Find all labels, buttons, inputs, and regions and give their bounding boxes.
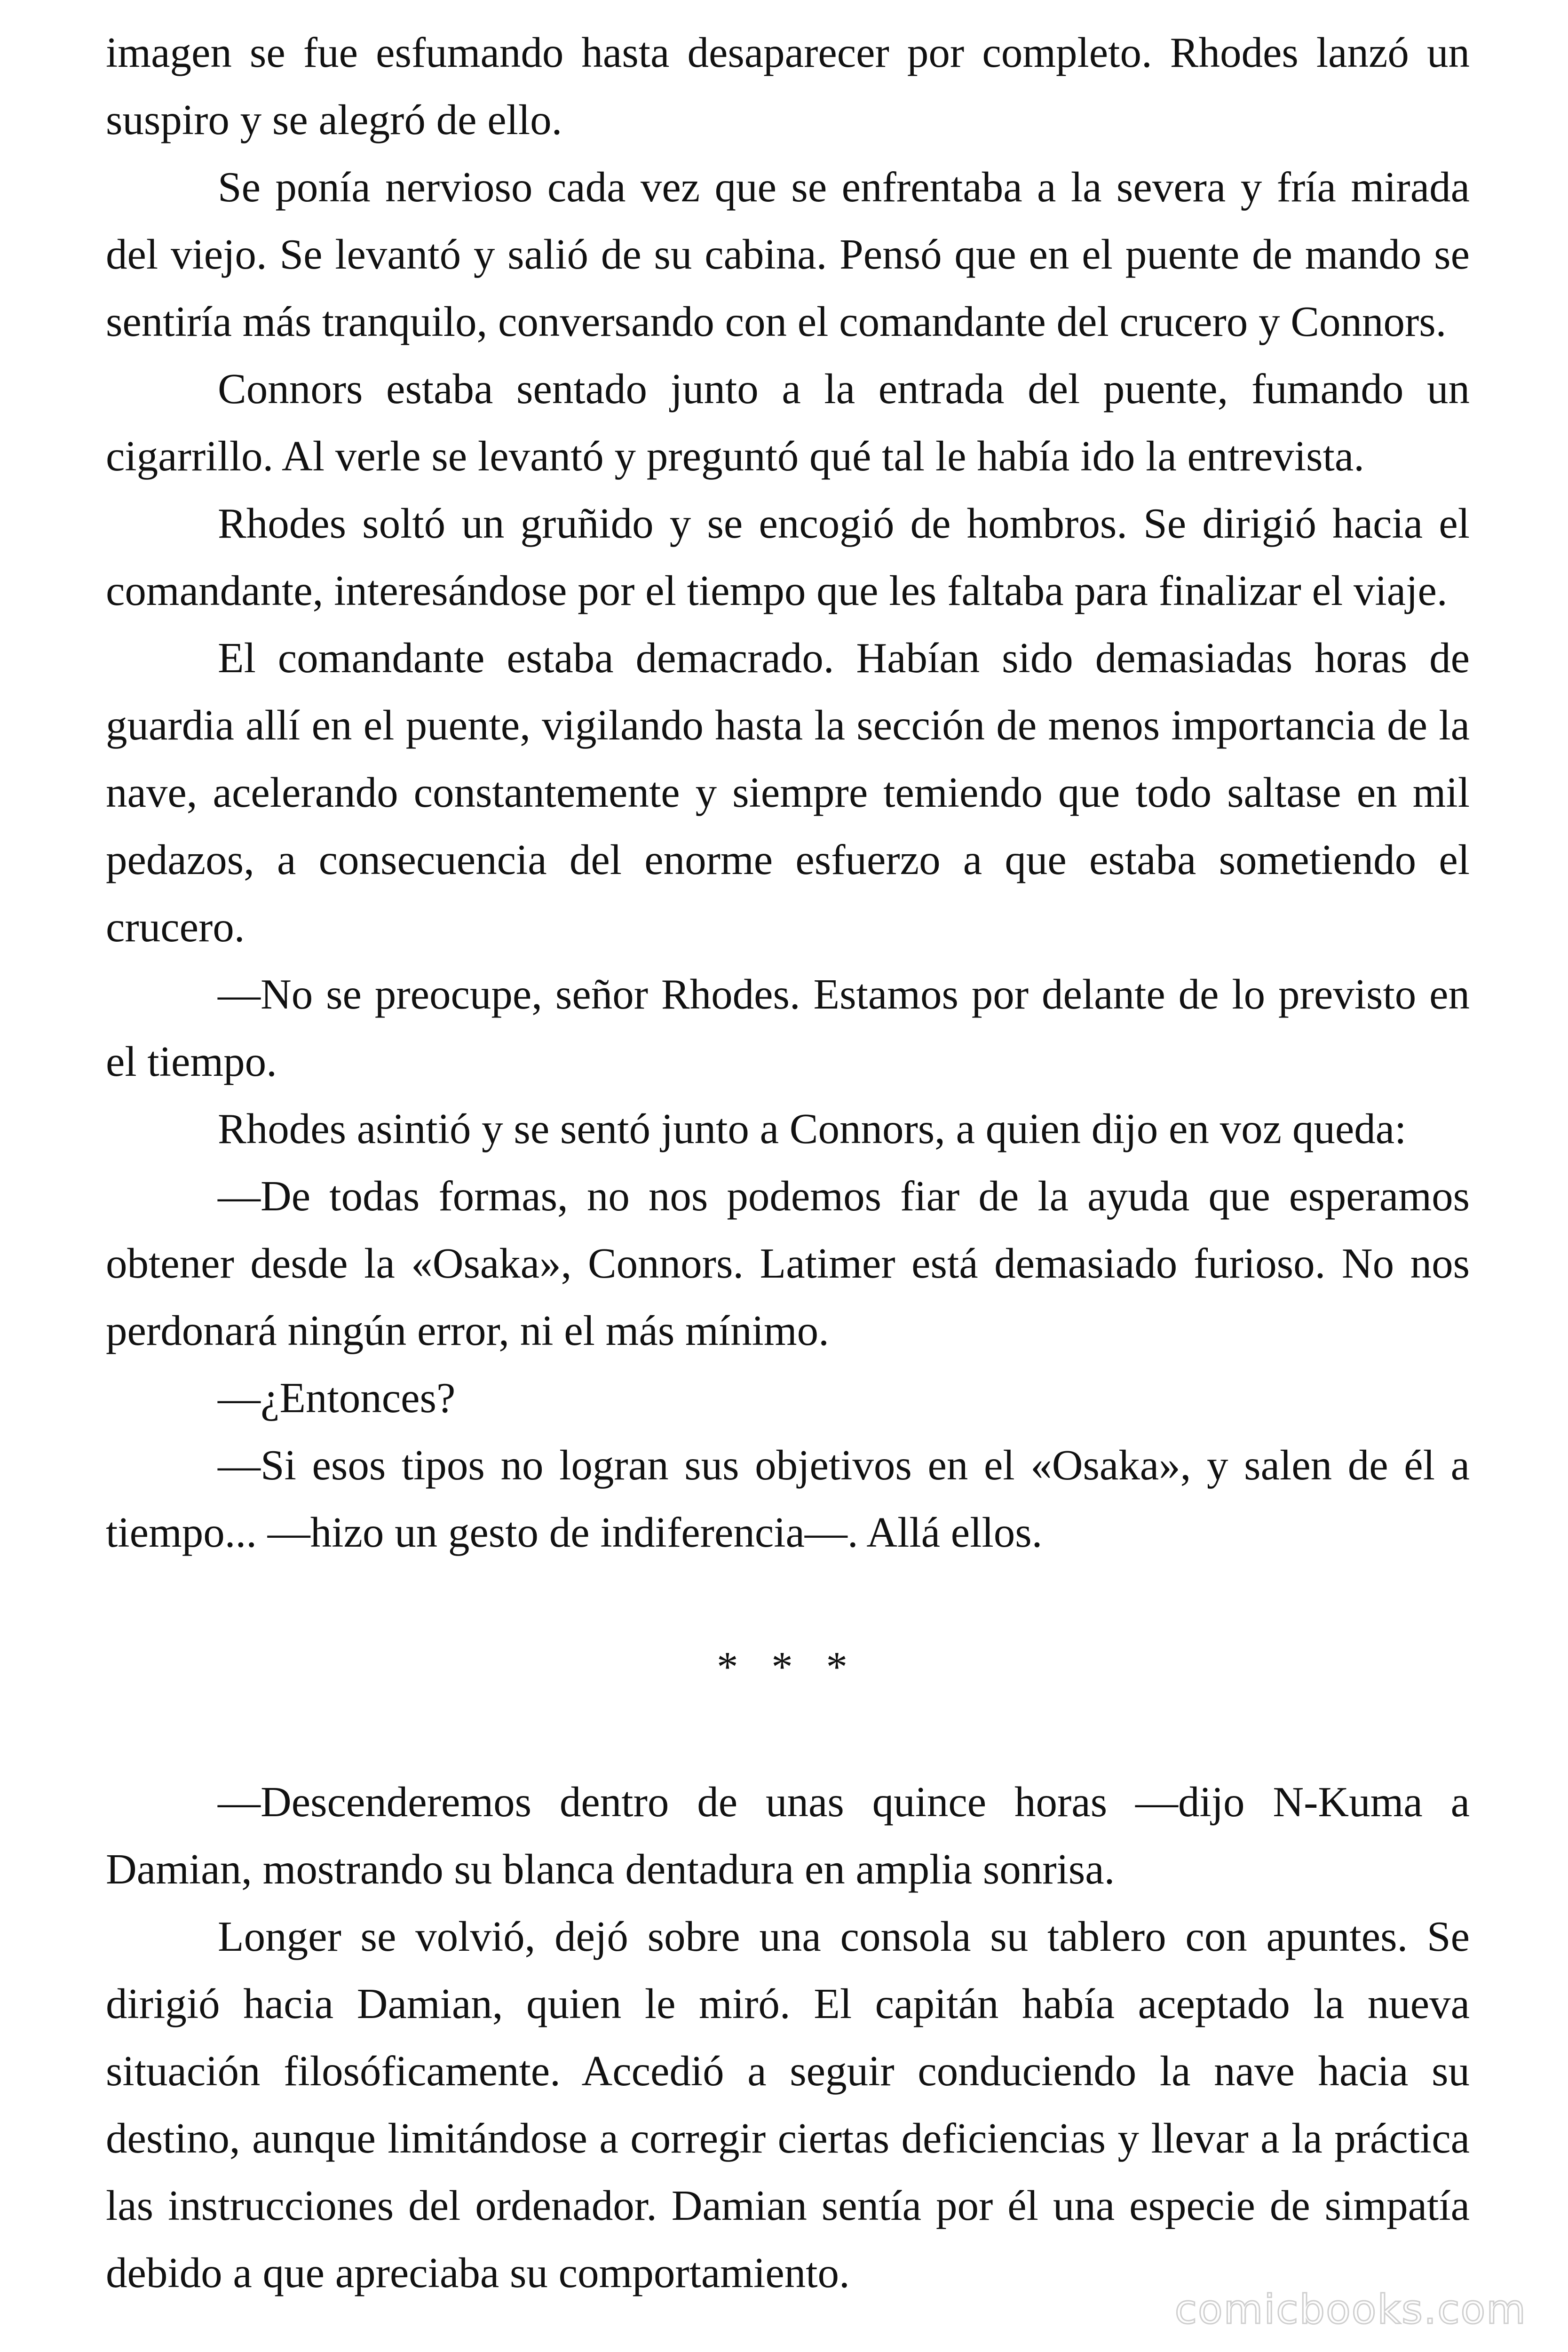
dialogue-paragraph: —¿Entonces? bbox=[218, 1374, 456, 1422]
paragraph: Rhodes asintió y se sentó junto a Connors, a quien dijo en voz queda: bbox=[218, 1105, 1407, 1152]
dialogue-paragraph: —Descenderemos dentro de unas quince horas —dijo N-Kuma a Damian, mostrando su blanca dentadura en amplia sonrisa. bbox=[106, 1778, 1470, 1893]
dialogue-paragraph: —De todas formas, no nos podemos fiar de la ayuda que esperamos obtener desde la «Osaka», Connors. Latimer está demasiado furioso. No nos perdonará ningún error, ni el más mínimo. bbox=[106, 1172, 1470, 1354]
paragraph: Se ponía nervioso cada vez que se enfrentaba a la severa y fría mirada del viejo. Se levantó y salió de su cabina. Pensó que en el puente de mando se sentiría más tranquilo, conversando con el comandante del crucero y Connors. bbox=[106, 163, 1470, 345]
section-separator: * * * bbox=[717, 1643, 859, 1691]
paragraph: El comandante estaba demacrado. Habían sido demasiadas horas de guardia allí en el puente, vigilando hasta la sección de menos importancia de la nave, acelerando constantemente y siempre temiendo que todo saltase en mil pedazos, a consecuencia del enorme esfuerzo a que estaba sometiendo el crucero. bbox=[106, 634, 1470, 951]
dialogue-paragraph: —Si esos tipos no logran sus objetivos en el «Osaka», y salen de él a tiempo... —hizo un gesto de indiferencia—. Allá ellos. bbox=[106, 1441, 1470, 1556]
dialogue-paragraph: —No se preocupe, señor Rhodes. Estamos por delante de lo previsto en el tiempo. bbox=[106, 970, 1470, 1085]
paragraph-continued: imagen se fue esfumando hasta desaparecer por completo. Rhodes lanzó un suspiro y se alegró de ello. bbox=[106, 29, 1470, 143]
paragraph: Connors estaba sentado junto a la entrada del puente, fumando un cigarrillo. Al verle se levantó y preguntó qué tal le había ido la entrevista. bbox=[106, 365, 1470, 480]
page-text bbox=[106, 19, 1470, 2306]
paragraph: Rhodes soltó un gruñido y se encogió de hombros. Se dirigió hacia el comandante, interesándose por el tiempo que les faltaba para finalizar el viaje. bbox=[106, 500, 1470, 614]
paragraph: Longer se volvió, dejó sobre una consola su tablero con apuntes. Se dirigió hacia Damian, quien le miró. El capitán había aceptado la nueva situación filosóficamente. Accedió a seguir conduciendo la nave hacia su destino, aunque limitándose a corregir ciertas deficiencias y llevar a la práctica las instrucciones del ordenador. Damian sentía por él una especie de simpatía debido a que apreciaba su comportamiento. bbox=[106, 1913, 1470, 2296]
watermark: comicbooks.com bbox=[1174, 2286, 1527, 2333]
